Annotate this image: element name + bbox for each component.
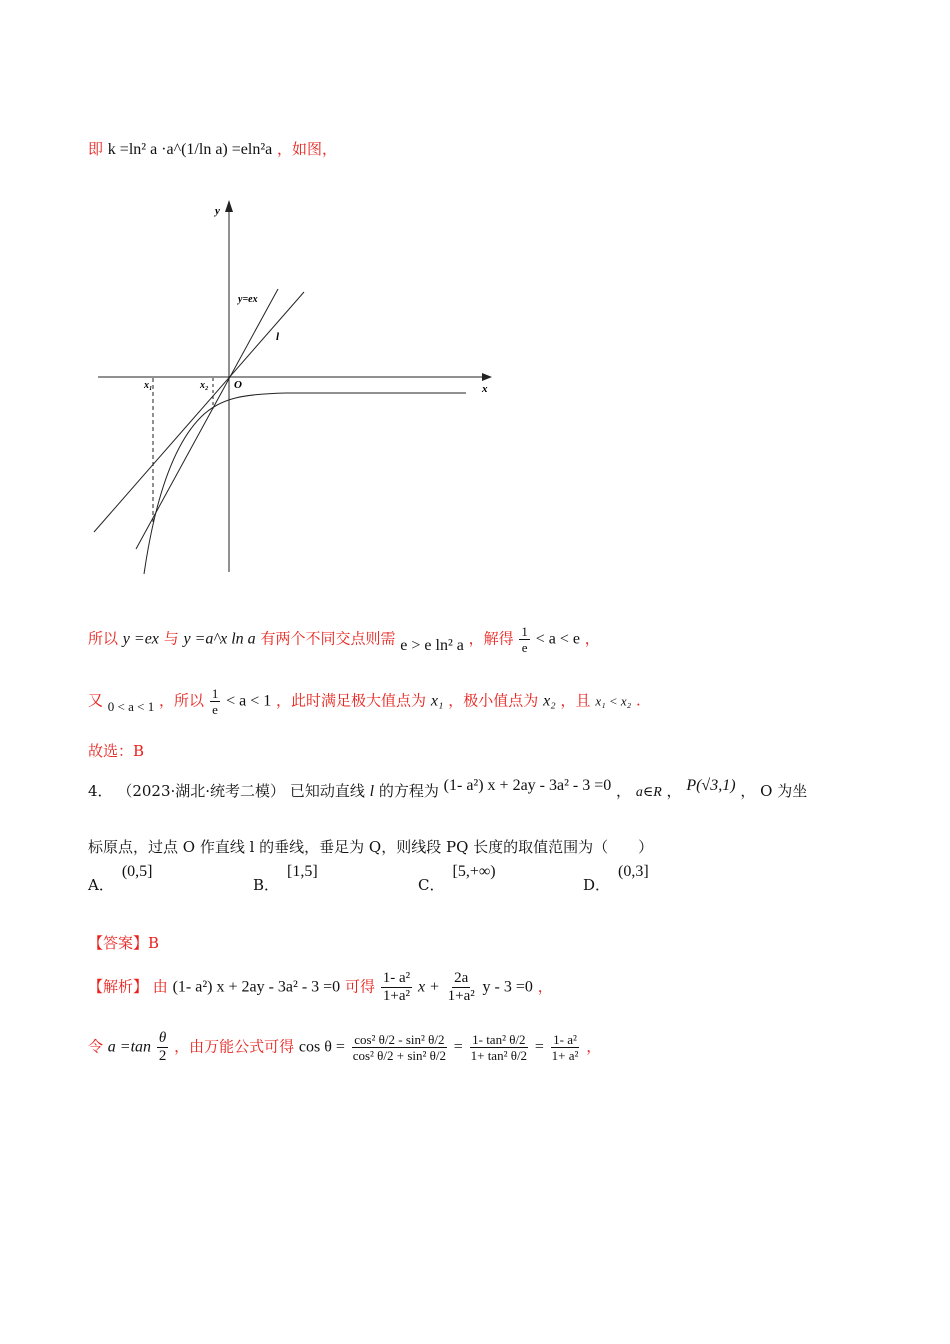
text: 已知动直线 [289, 782, 365, 800]
analysis-tag: 【解析】 [88, 977, 149, 996]
fraction-cos-sin: $\frac{\text{cos² θ/2 - sin² θ/2}}{\text{cos² θ/2 + sin² θ/2}}$ [352, 1032, 447, 1063]
function-graph [86, 192, 506, 592]
text: 令 [88, 1037, 104, 1056]
text: ， [537, 977, 553, 996]
formula-condition: e > e ln² a [400, 636, 464, 654]
label-x1: x₁ [144, 380, 153, 391]
question-source: （2023·湖北·统考二模） [117, 782, 286, 800]
formula-a-tan: a =tan [107, 1038, 152, 1056]
option-value: [5,+∞) [452, 863, 496, 880]
text: O 为坐 [760, 782, 808, 800]
line-y-ex [136, 289, 278, 549]
fraction-coef-y: $\frac{2a}{\text{1+a²}}$ [447, 970, 475, 1004]
option-value: (0,3] [618, 863, 649, 880]
label-x2: x₂ [200, 380, 209, 391]
formula-line: y =ex [122, 630, 159, 648]
x-axis-arrow [482, 373, 492, 381]
option-b[interactable] [253, 863, 318, 895]
text: 的方程为 [378, 782, 439, 800]
text: ，且 [560, 691, 591, 710]
line-intersection-condition [88, 624, 600, 655]
formula-k: k =ln² a ·a^(1/ln a) =eln²a [107, 141, 273, 158]
option-label: B． [253, 876, 280, 894]
formula-line-eq: (1- a²) x + 2ay - 3a² - 3 =0 [443, 777, 612, 794]
question-number: 4． [88, 782, 113, 800]
formula-a-range: 0 < a < 1 [107, 698, 155, 714]
label-y-ex: y=ex [238, 294, 258, 305]
answer-choice-line: 故选：B [88, 742, 145, 760]
analysis-line [88, 970, 553, 1005]
fraction-theta-half: $\frac{\theta}{2}$ [158, 1030, 167, 1064]
fraction-a: $\frac{\text{1- a²}}{\text{1+ a²}}$ [551, 1032, 579, 1063]
line-k-formula [88, 138, 337, 159]
question-4-line2: 标原点，过点 O 作直线 l 的垂线，垂足为 Q，则线段 PQ 长度的取值范围为（ ） [88, 838, 654, 856]
formula-range: < a < e [535, 630, 580, 648]
text: 由 [152, 977, 168, 996]
text: ，由万能公式可得 [174, 1037, 295, 1056]
formula-curve: y =a^x ln a [183, 630, 256, 648]
substitution-line: 令 a =tan $\frac{\theta}{2}$ ，由万能公式可得 cos θ = $\frac{\text{cos² θ/2 - sin² θ/2}}{\text{cos² θ/2 + sin² θ/2}}$ = $\frac{\text{1- tan² θ/2}}{\text{1+ tan² θ/2}}$ = $\frac{\text{1- a²}}{\text{1+ a²}}$ ， [88, 1030, 602, 1064]
y-axis-arrow [225, 200, 233, 212]
label-origin: O [234, 379, 242, 391]
answer-tag: 【答案】 [88, 934, 149, 952]
formula-x-plus: x + [417, 978, 440, 996]
text-suffix: ，如图， [277, 140, 338, 158]
text: 有两个不同交点则需 [260, 629, 396, 648]
option-label: C． [418, 876, 445, 894]
formula-point-p: P(√3,1) [686, 777, 736, 794]
answer-line [88, 932, 159, 953]
question-4-line1: 4． （2023·湖北·统考二模） 已知动直线 l 的方程为 (1- a²) x + 2ay - 3a² - 3 =0 ， a∈R ， P(√3,1) ， O 为坐 [88, 777, 808, 800]
formula-range: < a < 1 [226, 692, 272, 710]
text: ，此时满足极大值点为 [276, 691, 427, 710]
formula-x1-lt-x2: x₁ < x₂ [595, 693, 632, 709]
text: 可得 [344, 977, 375, 996]
text: ，极小值点为 [448, 691, 539, 710]
fraction-coef-x: $\frac{\text{1- a²}}{\text{1+a²}}$ [382, 970, 411, 1004]
text: . [635, 691, 641, 710]
text: ， [586, 1037, 602, 1056]
formula-x2: x₂ [543, 692, 556, 710]
fraction-tan: $\frac{\text{1- tan² θ/2}}{\text{1+ tan² θ/2}}$ [470, 1032, 528, 1063]
option-a[interactable] [88, 863, 153, 895]
text: 所以 [88, 629, 119, 648]
fraction-1-over-e: $\frac{1}{e}$ [521, 624, 528, 655]
option-d[interactable] [583, 863, 649, 895]
answer-value: B [148, 934, 160, 952]
formula-cos: cos θ = [298, 1038, 345, 1056]
option-label: A． [88, 876, 114, 894]
label-l: l [276, 331, 280, 343]
option-value: [1,5] [287, 863, 318, 880]
formula-x1: x₁ [430, 692, 444, 710]
formula-line-eq: (1- a²) x + 2ay - 3a² - 3 =0 [172, 978, 341, 996]
var-l: l [369, 783, 375, 800]
text: 又 [88, 691, 104, 710]
text-prefix: 即 [88, 140, 104, 158]
label-x: x [482, 383, 488, 395]
line-l [94, 292, 304, 532]
text: 与 [163, 629, 179, 648]
line-extreme-points [88, 686, 641, 717]
option-c[interactable] [418, 863, 496, 895]
formula-a-in-r: a∈R [635, 785, 662, 800]
formula-tail: y - 3 =0 [482, 978, 533, 996]
text: ， [584, 629, 600, 648]
text: ，解得 [468, 629, 514, 648]
option-label: D． [583, 876, 611, 894]
label-y: y [215, 205, 220, 217]
option-value: (0,5] [121, 863, 153, 880]
text: ，所以 [159, 691, 205, 710]
fraction-1-over-e: $\frac{1}{e}$ [211, 686, 219, 717]
